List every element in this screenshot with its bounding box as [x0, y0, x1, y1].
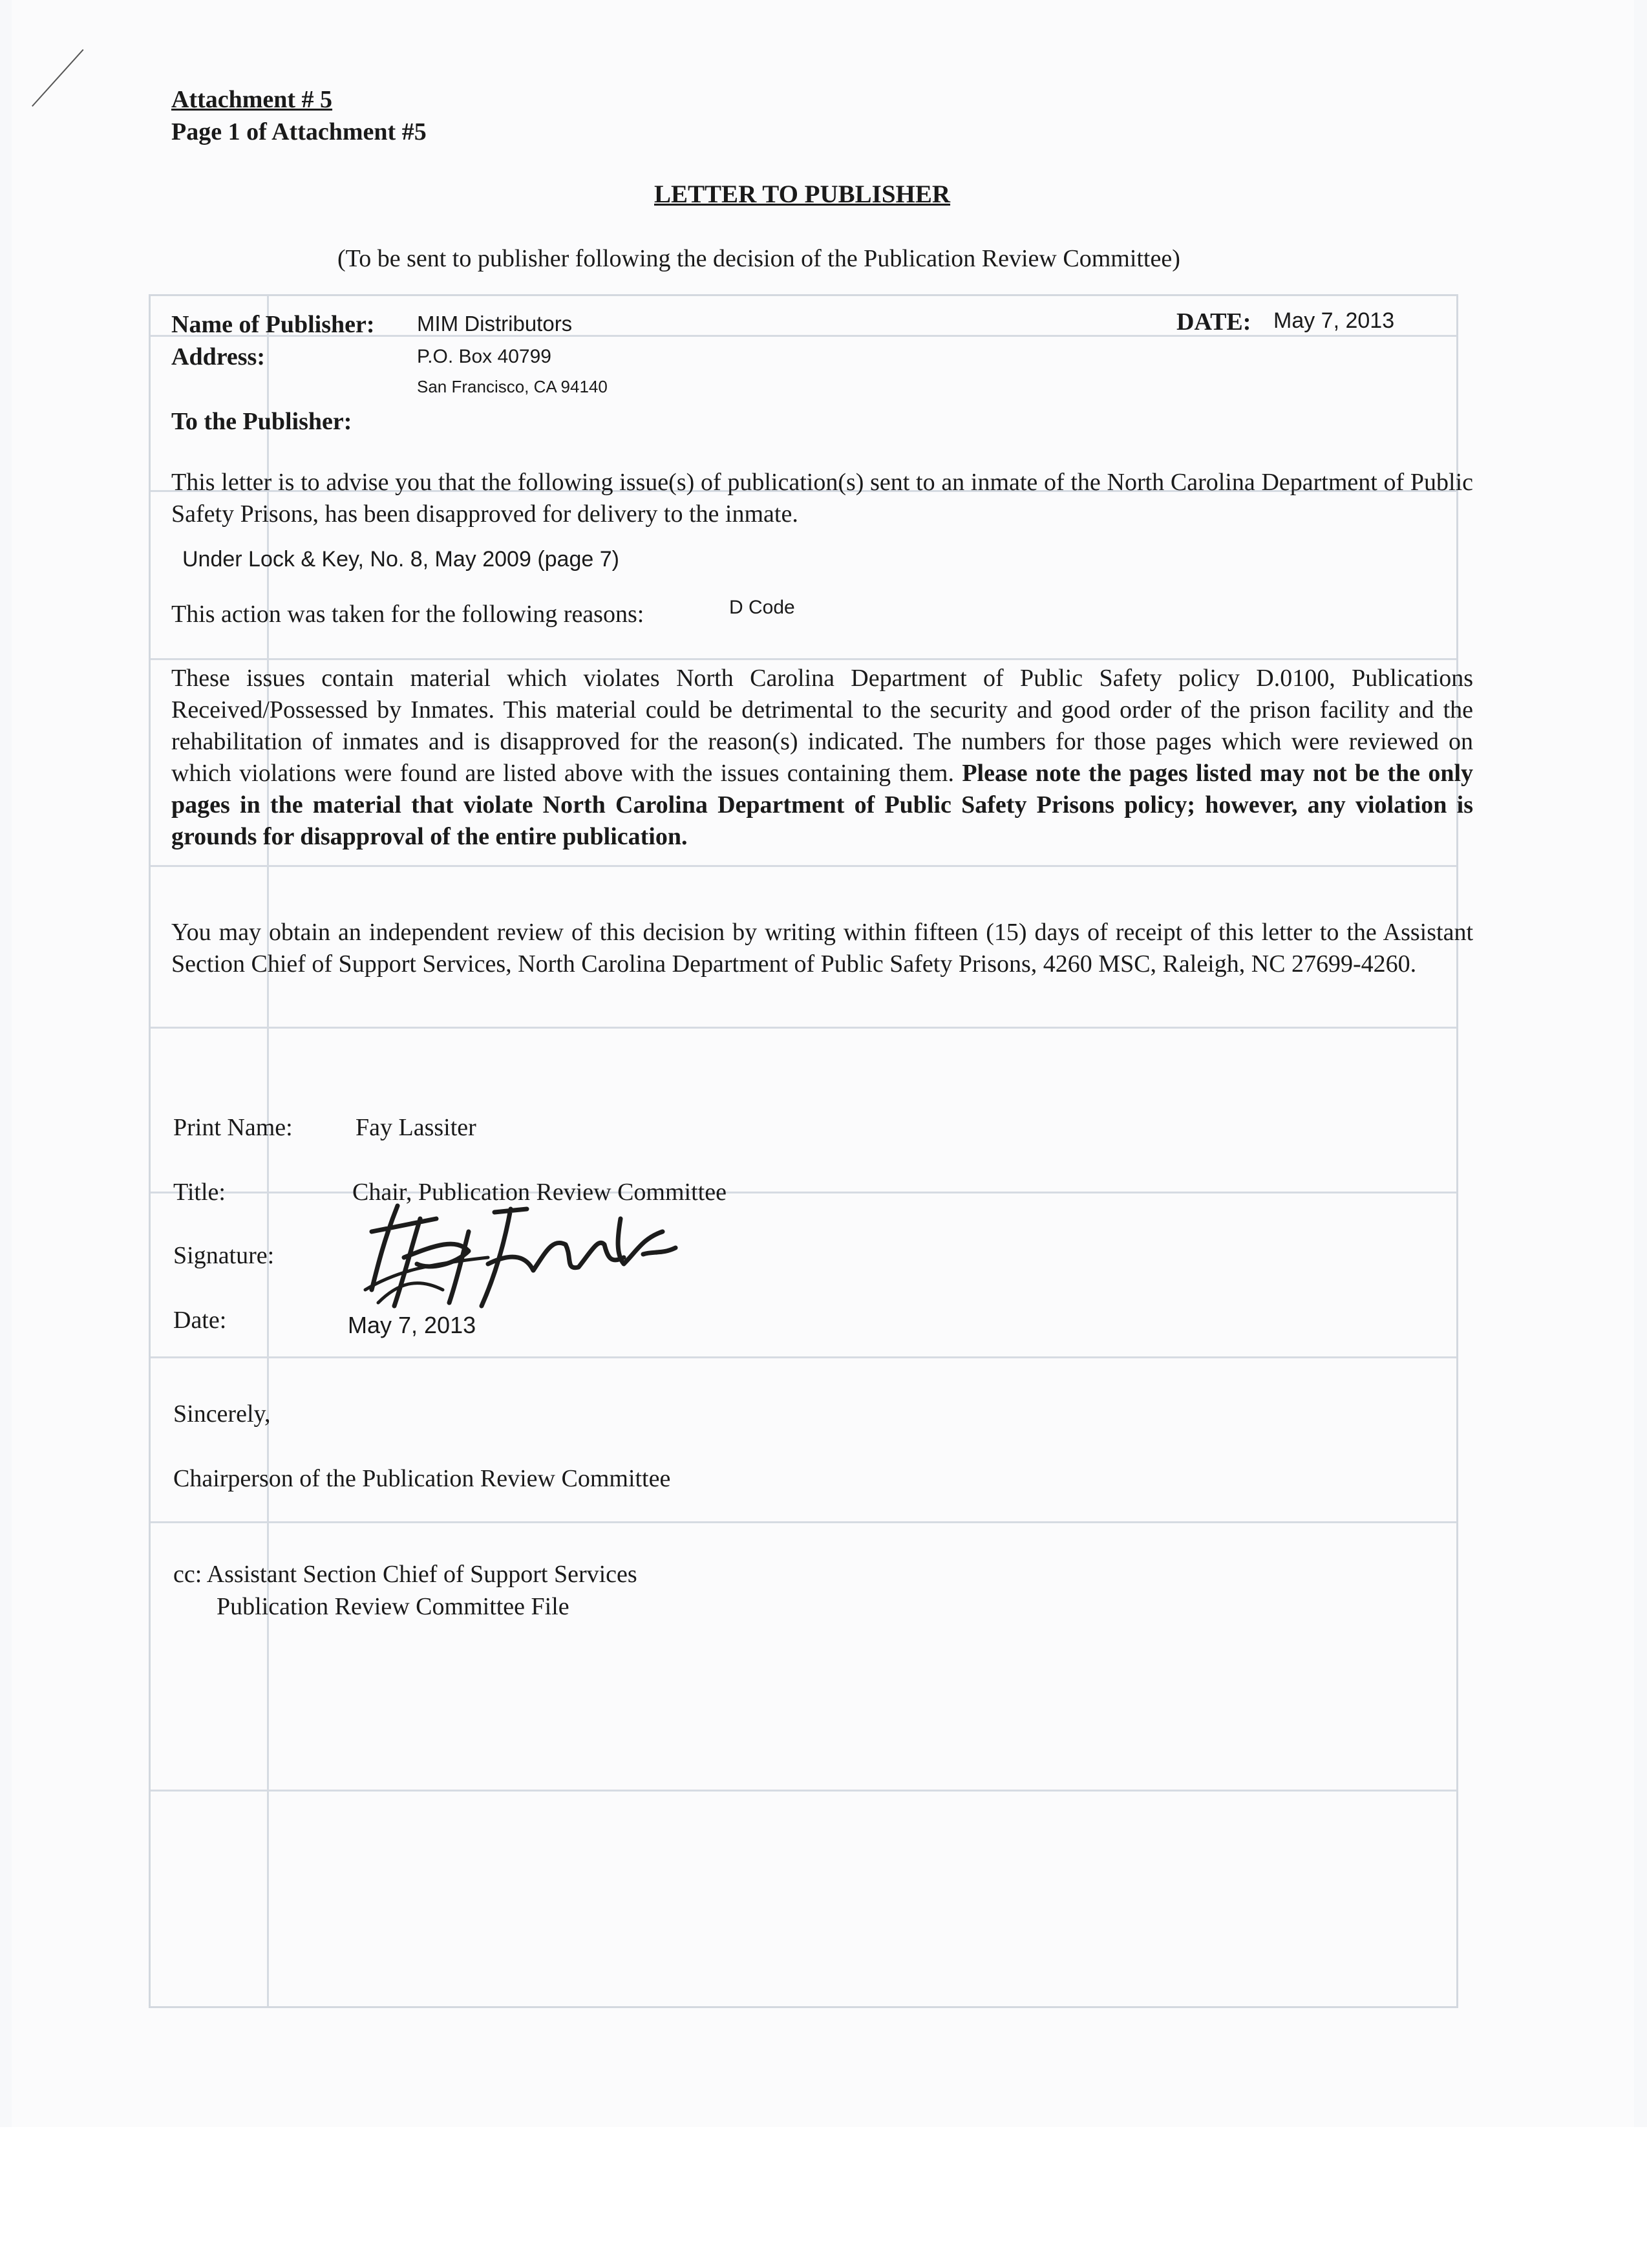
bleed-through-row — [151, 1521, 1456, 1523]
chairperson-line: Chairperson of the Publication Review Committee — [173, 1465, 671, 1492]
policy-text: These issues contain material which violates North Carolina Department of Public Safety policy D.0100, Publications Received/Possessed by Inmates. This material could be detrimental to the security and good order of the prison facility and the rehabilitation of inmates and is disapproved for the reason(s) indicated. The numbers for those pages which were reviewed on which violations were found are listed above with the issues containing them. — [171, 665, 1473, 787]
signature-label: Signature: — [173, 1242, 275, 1269]
date-sign-value: May 7, 2013 — [348, 1312, 476, 1338]
address-line1: P.O. Box 40799 — [417, 346, 551, 367]
print-name-label: Print Name: — [173, 1114, 293, 1141]
bleed-through-row — [151, 1790, 1456, 1792]
policy-warning: Please note the pages listed may not be the only pages in the material that violate North Carolina Department of Public Safety Prisons policy; however, any violation is grounds for disapproval of the entire publication. — [171, 760, 1474, 850]
address-label: Address: — [171, 343, 265, 370]
bleed-through-row — [151, 1356, 1456, 1358]
handwritten-signature — [359, 1193, 682, 1312]
publisher-name-value: MIM Distributors — [417, 312, 573, 336]
publication-issue: Under Lock & Key, No. 8, May 2009 (page 7) — [182, 547, 619, 572]
bleed-through-row — [151, 1192, 1456, 1193]
bleed-through-row — [151, 1027, 1456, 1029]
date-value: May 7, 2013 — [1273, 308, 1395, 333]
attachment-number: Attachment # 5 — [171, 86, 333, 113]
scan-margin — [0, 2127, 1647, 2268]
policy-paragraph — [171, 663, 1473, 853]
intro-paragraph: This letter is to advise you that the following issue(s) of publication(s) sent to an inmate of the North Carolina Department of Public Safety Prisons, has been disapproved for delivery to the inmate. — [171, 469, 1473, 528]
date-label: DATE: — [1176, 308, 1251, 336]
cc-line2: Publication Review Committee File — [217, 1593, 569, 1620]
sincerely: Sincerely, — [173, 1400, 271, 1428]
letter-title: LETTER TO PUBLISHER — [654, 180, 951, 208]
attachment-page: Page 1 of Attachment #5 — [171, 118, 427, 145]
date-sign-label: Date: — [173, 1307, 227, 1334]
publisher-name-label: Name of Publisher: — [171, 311, 375, 338]
bleed-through-row — [151, 658, 1456, 660]
cc-line1: cc: Assistant Section Chief of Support Services — [173, 1561, 637, 1588]
reasons-value: D Code — [729, 597, 795, 618]
address-line2: San Francisco, CA 94140 — [417, 377, 608, 396]
greeting: To the Publisher: — [171, 408, 352, 435]
reasons-label: This action was taken for the following reasons: — [171, 601, 644, 628]
title-value: Chair, Publication Review Committee — [352, 1179, 727, 1206]
print-name-value: Fay Lassiter — [356, 1114, 476, 1141]
bleed-through-row — [151, 865, 1456, 867]
letter-subtitle: (To be sent to publisher following the decision of the Publication Review Committee) — [337, 245, 1180, 272]
title-label: Title: — [173, 1179, 226, 1206]
review-paragraph: You may obtain an independent review of this decision by writing within fifteen (15) days of receipt of this letter to the Assistant Section Chief of Support Services, North Carolina Department of Public Safety Prisons, 4260 MSC, Raleigh, NC 27699-4260. — [171, 919, 1473, 978]
